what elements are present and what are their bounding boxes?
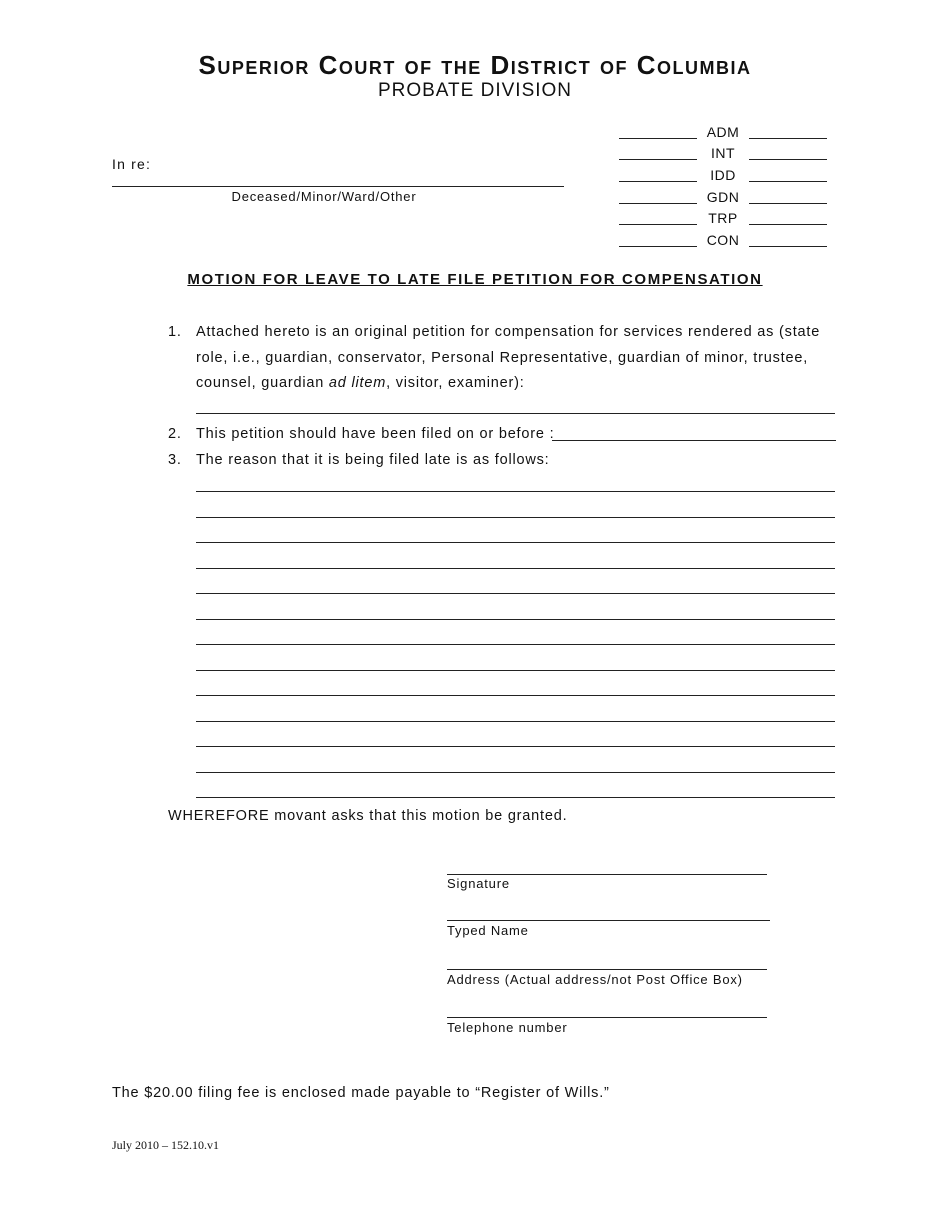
case-type-code: TRP — [708, 210, 738, 227]
reason-blank-line[interactable] — [196, 772, 835, 773]
telephone-line[interactable] — [447, 1017, 767, 1018]
case-type-list — [619, 121, 827, 251]
division-title: PROBATE DIVISION — [377, 80, 573, 101]
item-3-text: The reason that it is being filed late is as follows: — [196, 452, 550, 468]
case-type-code: GDN — [706, 188, 740, 205]
reason-blank-line[interactable] — [196, 721, 835, 722]
telephone-label: Telephone number — [447, 1020, 568, 1035]
case-type-right-blank[interactable] — [749, 125, 827, 139]
case-type-right-blank[interactable] — [749, 233, 827, 247]
case-type-row — [619, 186, 827, 208]
item-1-line-3-pre: counsel, guardian — [196, 375, 329, 391]
item-1-line-1: Attached hereto is an original petition for compensation for services rendered as (state — [196, 324, 821, 340]
item-3-number: 3. — [168, 452, 182, 468]
typed-name-line[interactable] — [447, 920, 770, 921]
signature-label: Signature — [447, 876, 510, 891]
item-1-line-3-italic: ad litem — [328, 375, 387, 391]
case-type-row — [619, 143, 827, 165]
reason-blank-line[interactable] — [196, 491, 835, 492]
case-type-left-blank[interactable] — [619, 168, 697, 182]
signature-line[interactable] — [447, 874, 767, 875]
case-type-left-blank[interactable] — [619, 190, 697, 204]
case-type-left-blank[interactable] — [619, 233, 697, 247]
filing-date-blank-line[interactable] — [552, 440, 836, 441]
reason-blank-line[interactable] — [196, 695, 835, 696]
case-type-code: INT — [710, 145, 736, 162]
case-type-left-blank[interactable] — [619, 125, 697, 139]
in-re-line[interactable] — [112, 186, 564, 187]
role-blank-line[interactable] — [196, 413, 835, 414]
item-2-number: 2. — [168, 426, 182, 442]
typed-name-label: Typed Name — [447, 923, 529, 938]
case-type-right-blank[interactable] — [749, 190, 827, 204]
address-line[interactable] — [447, 969, 767, 970]
case-type-row — [619, 207, 827, 229]
court-title: Superior Court of the District of Columbia — [198, 50, 752, 80]
item-2-text: This petition should have been filed on or before : — [196, 426, 555, 442]
reason-blank-line[interactable] — [196, 593, 835, 594]
case-type-right-blank[interactable] — [749, 146, 827, 160]
form-version-footer: July 2010 – 152.10.v1 — [112, 1138, 220, 1152]
case-type-left-blank[interactable] — [619, 211, 697, 225]
case-type-right-blank[interactable] — [749, 211, 827, 225]
case-type-row — [619, 121, 827, 143]
reason-blank-line[interactable] — [196, 619, 835, 620]
case-type-left-blank[interactable] — [619, 146, 697, 160]
address-label: Address (Actual address/not Post Office Box) — [447, 972, 743, 987]
case-type-row — [619, 229, 827, 251]
reason-blank-line[interactable] — [196, 670, 835, 671]
case-type-row — [619, 164, 827, 186]
item-1-number: 1. — [168, 324, 182, 340]
reason-blank-line[interactable] — [196, 746, 835, 747]
item-1-line-3-post: , visitor, examiner): — [386, 375, 525, 391]
case-type-code: ADM — [706, 123, 740, 140]
reason-blank-line[interactable] — [196, 568, 835, 569]
wherefore-statement: WHEREFORE movant asks that this motion be granted. — [168, 808, 568, 824]
item-1-line-3 — [196, 375, 525, 391]
in-re-caption: Deceased/Minor/Ward/Other — [231, 189, 417, 204]
in-re-label: In re: — [112, 156, 152, 172]
reason-blank-line[interactable] — [196, 797, 835, 798]
reason-blank-line[interactable] — [196, 542, 835, 543]
reason-blank-line[interactable] — [196, 644, 835, 645]
case-type-code: IDD — [710, 166, 736, 183]
case-type-right-blank[interactable] — [749, 168, 827, 182]
reason-blank-line[interactable] — [196, 517, 835, 518]
motion-title: MOTION FOR LEAVE TO LATE FILE PETITION FOR COMPENSATION — [187, 271, 763, 288]
case-type-code: CON — [706, 231, 740, 248]
item-1-line-2: role, i.e., guardian, conservator, Personal Representative, guardian of minor, trustee, — [196, 350, 809, 366]
filing-fee-note: The $20.00 filing fee is enclosed made payable to “Register of Wills.” — [112, 1085, 610, 1101]
